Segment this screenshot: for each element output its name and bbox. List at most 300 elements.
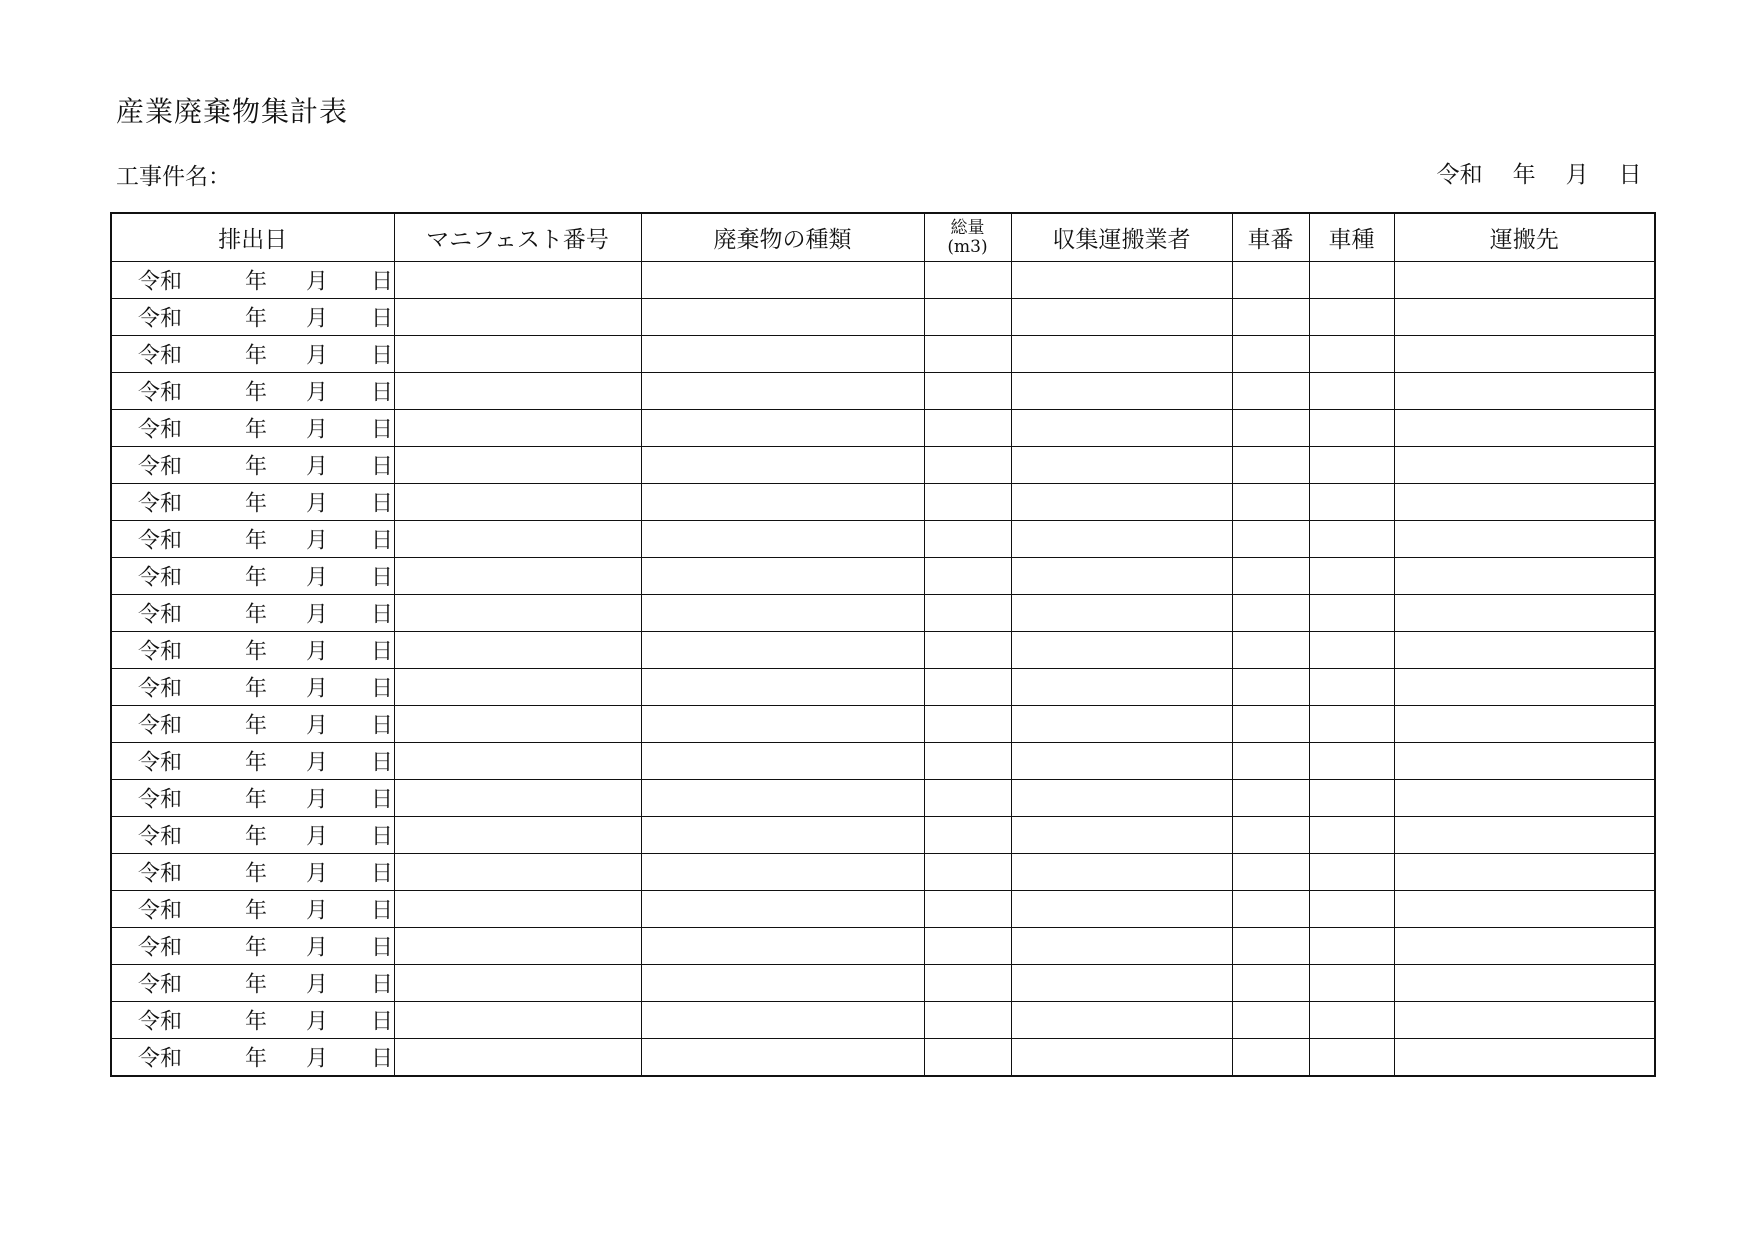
date-month-unit: 月 <box>306 454 329 480</box>
date-year-unit: 年 <box>245 528 268 554</box>
table-row <box>111 928 1655 965</box>
destination-cell[interactable] <box>1394 928 1655 965</box>
date-year-unit: 年 <box>245 380 268 406</box>
destination-cell[interactable] <box>1394 632 1655 669</box>
waste-type-cell[interactable] <box>641 373 924 410</box>
carrier-cell[interactable] <box>1011 743 1232 780</box>
date-month-unit: 月 <box>306 676 329 702</box>
date-year-unit: 年 <box>245 417 268 443</box>
vehicle-number-cell[interactable] <box>1232 854 1309 891</box>
discharge-date-cell[interactable] <box>111 891 394 928</box>
vehicle-number-cell[interactable] <box>1232 1039 1309 1077</box>
date-era: 令和 <box>138 343 183 369</box>
destination-cell[interactable] <box>1394 891 1655 928</box>
header-destination: 運搬先 <box>1394 213 1655 262</box>
carrier-cell[interactable] <box>1011 706 1232 743</box>
table-row <box>111 891 1655 928</box>
manifest-number-cell[interactable] <box>394 1002 641 1039</box>
issue-date <box>1422 130 1642 189</box>
date-month-unit: 月 <box>306 306 329 332</box>
total-quantity-cell[interactable] <box>924 891 1011 928</box>
header-total-quantity <box>924 213 1011 262</box>
vehicle-type-cell[interactable] <box>1309 521 1394 558</box>
date-era: 令和 <box>138 1009 183 1035</box>
date-month-unit: 月 <box>306 417 329 443</box>
table-row <box>111 669 1655 706</box>
table-row <box>111 484 1655 521</box>
date-year-unit: 年 <box>245 1009 268 1035</box>
vehicle-type-cell[interactable] <box>1309 1002 1394 1039</box>
table-body <box>111 262 1655 1077</box>
carrier-cell[interactable] <box>1011 299 1232 336</box>
date-day-unit: 日 <box>371 380 394 406</box>
waste-type-cell[interactable] <box>641 558 924 595</box>
vehicle-type-cell[interactable] <box>1309 706 1394 743</box>
discharge-date-cell[interactable] <box>111 595 394 632</box>
discharge-date-cell[interactable] <box>111 299 394 336</box>
table-row <box>111 373 1655 410</box>
table-row <box>111 965 1655 1002</box>
manifest-number-cell[interactable] <box>394 891 641 928</box>
date-day-unit: 日 <box>371 306 394 332</box>
date-year-unit: 年 <box>245 935 268 961</box>
manifest-number-cell[interactable] <box>394 410 641 447</box>
header-carrier: 収集運搬業者 <box>1011 213 1232 262</box>
date-year-unit: 年 <box>245 713 268 739</box>
date-month-unit: 月 <box>306 972 329 998</box>
date-day-unit: 日 <box>371 565 394 591</box>
destination-cell[interactable] <box>1394 299 1655 336</box>
manifest-number-cell[interactable] <box>394 780 641 817</box>
manifest-number-cell[interactable] <box>394 447 641 484</box>
date-year-unit: 年 <box>245 306 268 332</box>
date-era: 令和 <box>138 935 183 961</box>
carrier-cell[interactable] <box>1011 484 1232 521</box>
table-row <box>111 780 1655 817</box>
vehicle-type-cell[interactable] <box>1309 336 1394 373</box>
destination-cell[interactable] <box>1394 410 1655 447</box>
discharge-date-cell[interactable] <box>111 669 394 706</box>
date-year-unit: 年 <box>245 750 268 776</box>
waste-type-cell[interactable] <box>641 262 924 299</box>
vehicle-number-cell[interactable] <box>1232 928 1309 965</box>
header-vehicle-type: 車種 <box>1309 213 1394 262</box>
waste-type-cell[interactable] <box>641 632 924 669</box>
waste-type-cell[interactable] <box>641 299 924 336</box>
date-month-unit: 月 <box>306 824 329 850</box>
carrier-cell[interactable] <box>1011 1002 1232 1039</box>
date-year-unit: 年 <box>245 676 268 702</box>
date-era: 令和 <box>138 639 183 665</box>
table-row <box>111 558 1655 595</box>
date-era: 令和 <box>138 676 183 702</box>
table-row <box>111 336 1655 373</box>
manifest-number-cell[interactable] <box>394 484 641 521</box>
table-row <box>111 632 1655 669</box>
vehicle-type-cell[interactable] <box>1309 373 1394 410</box>
total-quantity-cell[interactable] <box>924 336 1011 373</box>
total-quantity-cell[interactable] <box>924 965 1011 1002</box>
destination-cell[interactable] <box>1394 262 1655 299</box>
manifest-number-cell[interactable] <box>394 965 641 1002</box>
vehicle-number-cell[interactable] <box>1232 373 1309 410</box>
table-row <box>111 262 1655 299</box>
destination-cell[interactable] <box>1394 336 1655 373</box>
vehicle-number-cell[interactable] <box>1232 1002 1309 1039</box>
vehicle-number-cell[interactable] <box>1232 706 1309 743</box>
waste-type-cell[interactable] <box>641 669 924 706</box>
total-quantity-cell[interactable] <box>924 817 1011 854</box>
date-era: 令和 <box>138 972 183 998</box>
date-era: 令和 <box>138 565 183 591</box>
carrier-cell[interactable] <box>1011 965 1232 1002</box>
carrier-cell[interactable] <box>1011 1039 1232 1077</box>
date-day-unit: 日 <box>371 787 394 813</box>
manifest-number-cell[interactable] <box>394 817 641 854</box>
date-day-unit: 日 <box>371 972 394 998</box>
manifest-number-cell[interactable] <box>394 262 641 299</box>
total-quantity-cell[interactable] <box>924 1002 1011 1039</box>
date-year-unit: 年 <box>245 898 268 924</box>
issue-date-era: 令和 <box>1436 162 1483 188</box>
carrier-cell[interactable] <box>1011 632 1232 669</box>
date-month-unit: 月 <box>306 898 329 924</box>
manifest-number-cell[interactable] <box>394 336 641 373</box>
waste-type-cell[interactable] <box>641 743 924 780</box>
destination-cell[interactable] <box>1394 595 1655 632</box>
date-era: 令和 <box>138 750 183 776</box>
vehicle-type-cell[interactable] <box>1309 632 1394 669</box>
date-era: 令和 <box>138 528 183 554</box>
date-year-unit: 年 <box>245 602 268 628</box>
vehicle-type-cell[interactable] <box>1309 669 1394 706</box>
date-month-unit: 月 <box>306 750 329 776</box>
waste-type-cell[interactable] <box>641 410 924 447</box>
waste-summary-table <box>110 212 1656 1077</box>
table-row <box>111 743 1655 780</box>
destination-cell[interactable] <box>1394 1039 1655 1077</box>
carrier-cell[interactable] <box>1011 558 1232 595</box>
manifest-number-cell[interactable] <box>394 706 641 743</box>
carrier-cell[interactable] <box>1011 817 1232 854</box>
date-era: 令和 <box>138 898 183 924</box>
discharge-date-cell[interactable] <box>111 928 394 965</box>
header-total-quantity-unit: (m3) <box>947 236 988 257</box>
waste-type-cell[interactable] <box>641 521 924 558</box>
header-waste-type: 廃棄物の種類 <box>641 213 924 262</box>
manifest-number-cell[interactable] <box>394 558 641 595</box>
total-quantity-cell[interactable] <box>924 1039 1011 1077</box>
table-row <box>111 299 1655 336</box>
table-row <box>111 706 1655 743</box>
waste-type-cell[interactable] <box>641 817 924 854</box>
date-day-unit: 日 <box>371 1046 394 1072</box>
date-era: 令和 <box>138 269 183 295</box>
date-day-unit: 日 <box>371 750 394 776</box>
total-quantity-cell[interactable] <box>924 373 1011 410</box>
total-quantity-cell[interactable] <box>924 558 1011 595</box>
date-day-unit: 日 <box>371 713 394 739</box>
destination-cell[interactable] <box>1394 780 1655 817</box>
discharge-date-cell[interactable] <box>111 447 394 484</box>
vehicle-type-cell[interactable] <box>1309 780 1394 817</box>
table-row <box>111 1002 1655 1039</box>
waste-type-cell[interactable] <box>641 928 924 965</box>
date-year-unit: 年 <box>245 343 268 369</box>
total-quantity-cell[interactable] <box>924 262 1011 299</box>
date-era: 令和 <box>138 861 183 887</box>
destination-cell[interactable] <box>1394 817 1655 854</box>
destination-cell[interactable] <box>1394 854 1655 891</box>
header-discharge-date: 排出日 <box>111 213 394 262</box>
total-quantity-cell[interactable] <box>924 780 1011 817</box>
vehicle-type-cell[interactable] <box>1309 262 1394 299</box>
date-month-unit: 月 <box>306 935 329 961</box>
date-year-unit: 年 <box>245 1046 268 1072</box>
vehicle-number-cell[interactable] <box>1232 484 1309 521</box>
vehicle-type-cell[interactable] <box>1309 743 1394 780</box>
destination-cell[interactable] <box>1394 521 1655 558</box>
date-month-unit: 月 <box>306 639 329 665</box>
table-row <box>111 854 1655 891</box>
destination-cell[interactable] <box>1394 1002 1655 1039</box>
vehicle-number-cell[interactable] <box>1232 669 1309 706</box>
table-row <box>111 595 1655 632</box>
total-quantity-cell[interactable] <box>924 447 1011 484</box>
destination-cell[interactable] <box>1394 669 1655 706</box>
issue-date-month-unit: 月 <box>1565 162 1589 188</box>
date-era: 令和 <box>138 491 183 517</box>
discharge-date-cell[interactable] <box>111 558 394 595</box>
total-quantity-cell[interactable] <box>924 632 1011 669</box>
vehicle-number-cell[interactable] <box>1232 558 1309 595</box>
discharge-date-cell[interactable] <box>111 854 394 891</box>
date-month-unit: 月 <box>306 787 329 813</box>
date-month-unit: 月 <box>306 602 329 628</box>
carrier-cell[interactable] <box>1011 595 1232 632</box>
vehicle-type-cell[interactable] <box>1309 558 1394 595</box>
waste-type-cell[interactable] <box>641 706 924 743</box>
issue-date-year-unit: 年 <box>1512 162 1536 188</box>
date-era: 令和 <box>138 602 183 628</box>
date-year-unit: 年 <box>245 824 268 850</box>
manifest-number-cell[interactable] <box>394 743 641 780</box>
discharge-date-cell[interactable] <box>111 521 394 558</box>
date-era: 令和 <box>138 306 183 332</box>
total-quantity-cell[interactable] <box>924 299 1011 336</box>
date-day-unit: 日 <box>371 639 394 665</box>
vehicle-number-cell[interactable] <box>1232 299 1309 336</box>
vehicle-number-cell[interactable] <box>1232 817 1309 854</box>
date-day-unit: 日 <box>371 1009 394 1035</box>
discharge-date-cell[interactable] <box>111 817 394 854</box>
vehicle-type-cell[interactable] <box>1309 410 1394 447</box>
date-era: 令和 <box>138 454 183 480</box>
date-year-unit: 年 <box>245 861 268 887</box>
total-quantity-cell[interactable] <box>924 743 1011 780</box>
vehicle-type-cell[interactable] <box>1309 891 1394 928</box>
manifest-number-cell[interactable] <box>394 299 641 336</box>
carrier-cell[interactable] <box>1011 373 1232 410</box>
waste-type-cell[interactable] <box>641 1039 924 1077</box>
total-quantity-cell[interactable] <box>924 521 1011 558</box>
carrier-cell[interactable] <box>1011 669 1232 706</box>
vehicle-number-cell[interactable] <box>1232 743 1309 780</box>
page-title: 産業廃棄物集計表 <box>116 95 349 128</box>
date-year-unit: 年 <box>245 639 268 665</box>
date-month-unit: 月 <box>306 528 329 554</box>
discharge-date-cell[interactable] <box>111 1039 394 1077</box>
total-quantity-cell[interactable] <box>924 706 1011 743</box>
destination-cell[interactable] <box>1394 373 1655 410</box>
vehicle-number-cell[interactable] <box>1232 521 1309 558</box>
date-day-unit: 日 <box>371 269 394 295</box>
manifest-number-cell[interactable] <box>394 373 641 410</box>
date-day-unit: 日 <box>371 491 394 517</box>
waste-type-cell[interactable] <box>641 447 924 484</box>
discharge-date-cell[interactable] <box>111 484 394 521</box>
waste-type-cell[interactable] <box>641 1002 924 1039</box>
vehicle-number-cell[interactable] <box>1232 780 1309 817</box>
total-quantity-cell[interactable] <box>924 595 1011 632</box>
date-month-unit: 月 <box>306 269 329 295</box>
discharge-date-cell[interactable] <box>111 373 394 410</box>
carrier-cell[interactable] <box>1011 928 1232 965</box>
waste-type-cell[interactable] <box>641 484 924 521</box>
table-header-row <box>111 213 1655 262</box>
date-day-unit: 日 <box>371 528 394 554</box>
discharge-date-cell[interactable] <box>111 410 394 447</box>
discharge-date-cell[interactable] <box>111 706 394 743</box>
table-row <box>111 410 1655 447</box>
header-vehicle-number: 車番 <box>1232 213 1309 262</box>
vehicle-number-cell[interactable] <box>1232 632 1309 669</box>
manifest-number-cell[interactable] <box>394 928 641 965</box>
table-row <box>111 521 1655 558</box>
discharge-date-cell[interactable] <box>111 743 394 780</box>
date-era: 令和 <box>138 417 183 443</box>
table-row <box>111 447 1655 484</box>
date-day-unit: 日 <box>371 676 394 702</box>
carrier-cell[interactable] <box>1011 410 1232 447</box>
vehicle-type-cell[interactable] <box>1309 299 1394 336</box>
date-day-unit: 日 <box>371 343 394 369</box>
vehicle-type-cell[interactable] <box>1309 817 1394 854</box>
date-month-unit: 月 <box>306 491 329 517</box>
date-era: 令和 <box>138 713 183 739</box>
vehicle-number-cell[interactable] <box>1232 891 1309 928</box>
date-month-unit: 月 <box>306 1046 329 1072</box>
vehicle-type-cell[interactable] <box>1309 854 1394 891</box>
vehicle-number-cell[interactable] <box>1232 965 1309 1002</box>
discharge-date-cell[interactable] <box>111 780 394 817</box>
date-era: 令和 <box>138 787 183 813</box>
waste-type-cell[interactable] <box>641 965 924 1002</box>
vehicle-number-cell[interactable] <box>1232 410 1309 447</box>
date-day-unit: 日 <box>371 454 394 480</box>
issue-date-day-unit: 日 <box>1618 162 1642 188</box>
destination-cell[interactable] <box>1394 743 1655 780</box>
manifest-number-cell[interactable] <box>394 632 641 669</box>
date-year-unit: 年 <box>245 454 268 480</box>
total-quantity-cell[interactable] <box>924 410 1011 447</box>
date-month-unit: 月 <box>306 1009 329 1035</box>
carrier-cell[interactable] <box>1011 891 1232 928</box>
table-row <box>111 1039 1655 1077</box>
date-month-unit: 月 <box>306 565 329 591</box>
vehicle-type-cell[interactable] <box>1309 484 1394 521</box>
carrier-cell[interactable] <box>1011 521 1232 558</box>
manifest-number-cell[interactable] <box>394 1039 641 1077</box>
date-month-unit: 月 <box>306 861 329 887</box>
total-quantity-cell[interactable] <box>924 854 1011 891</box>
date-month-unit: 月 <box>306 343 329 369</box>
waste-type-cell[interactable] <box>641 891 924 928</box>
header-manifest-number: マニフェスト番号 <box>394 213 641 262</box>
date-month-unit: 月 <box>306 380 329 406</box>
vehicle-type-cell[interactable] <box>1309 595 1394 632</box>
destination-cell[interactable] <box>1394 484 1655 521</box>
discharge-date-cell[interactable] <box>111 336 394 373</box>
destination-cell[interactable] <box>1394 965 1655 1002</box>
vehicle-type-cell[interactable] <box>1309 928 1394 965</box>
date-day-unit: 日 <box>371 602 394 628</box>
vehicle-number-cell[interactable] <box>1232 595 1309 632</box>
total-quantity-cell[interactable] <box>924 484 1011 521</box>
waste-type-cell[interactable] <box>641 780 924 817</box>
discharge-date-cell[interactable] <box>111 632 394 669</box>
project-name-label: 工事件名： <box>116 164 231 190</box>
date-month-unit: 月 <box>306 713 329 739</box>
carrier-cell[interactable] <box>1011 336 1232 373</box>
table-row <box>111 817 1655 854</box>
date-day-unit: 日 <box>371 417 394 443</box>
waste-type-cell[interactable] <box>641 854 924 891</box>
date-year-unit: 年 <box>245 269 268 295</box>
waste-type-cell[interactable] <box>641 595 924 632</box>
destination-cell[interactable] <box>1394 706 1655 743</box>
vehicle-type-cell[interactable] <box>1309 1039 1394 1077</box>
total-quantity-cell[interactable] <box>924 928 1011 965</box>
discharge-date-cell[interactable] <box>111 1002 394 1039</box>
manifest-number-cell[interactable] <box>394 669 641 706</box>
carrier-cell[interactable] <box>1011 447 1232 484</box>
total-quantity-cell[interactable] <box>924 669 1011 706</box>
carrier-cell[interactable] <box>1011 262 1232 299</box>
discharge-date-cell[interactable] <box>111 262 394 299</box>
vehicle-type-cell[interactable] <box>1309 447 1394 484</box>
date-era: 令和 <box>138 824 183 850</box>
carrier-cell[interactable] <box>1011 780 1232 817</box>
waste-type-cell[interactable] <box>641 336 924 373</box>
vehicle-number-cell[interactable] <box>1232 262 1309 299</box>
date-year-unit: 年 <box>245 972 268 998</box>
carrier-cell[interactable] <box>1011 854 1232 891</box>
date-era: 令和 <box>138 380 183 406</box>
destination-cell[interactable] <box>1394 558 1655 595</box>
vehicle-type-cell[interactable] <box>1309 965 1394 1002</box>
destination-cell[interactable] <box>1394 447 1655 484</box>
manifest-number-cell[interactable] <box>394 521 641 558</box>
manifest-number-cell[interactable] <box>394 854 641 891</box>
vehicle-number-cell[interactable] <box>1232 447 1309 484</box>
discharge-date-cell[interactable] <box>111 965 394 1002</box>
date-day-unit: 日 <box>371 898 394 924</box>
header-total-quantity-label: 総量 <box>950 217 985 238</box>
date-year-unit: 年 <box>245 491 268 517</box>
vehicle-number-cell[interactable] <box>1232 336 1309 373</box>
manifest-number-cell[interactable] <box>394 595 641 632</box>
